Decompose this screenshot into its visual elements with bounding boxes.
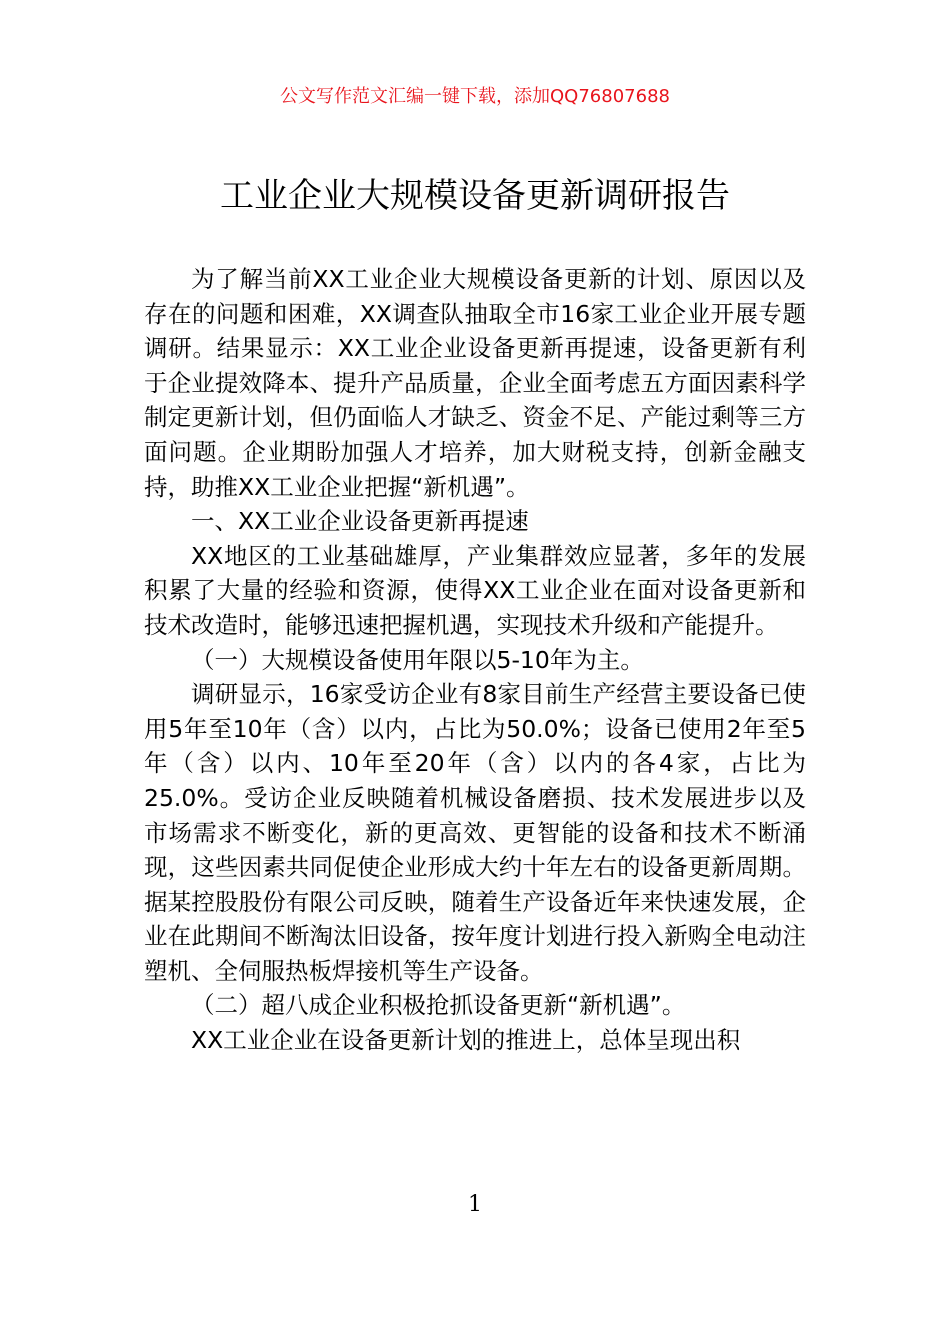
section-1-paragraph: XX地区的工业基础雄厚，产业集群效应显著，多年的发展积累了大量的经验和资源，使得XX工业企业在面对设备更新和技术改造时，能够迅速把握机遇，实现技术升级和产能提升。 xyxy=(144,541,806,639)
subsection-2-paragraph: XX工业企业在设备更新计划的推进上，总体呈现出积 xyxy=(191,1026,741,1055)
subsection-1-paragraph: 调研显示，16家受访企业有8家目前生产经营主要设备已使用5年至10年（含）以内，占比为50.0%；设备已使用2年至5年（含）以内、10年至20年（含）以内的各4家，占比为25.0%。受访企业反映随着机械设备磨损、技术发展进步以及市场需求不断变化，新的更高效、更智能的设备和技术不断涌现，这些因素共同促使企业形成大约十年左右的设备更新周期。据某控股股份有限公司反映，随着生产设备近年来快速发展，企业在此期间不断淘汰旧设备，按年度计划进行投入新购全电动注塑机、全伺服热板焊接机等生产设备。 xyxy=(144,680,806,985)
download-banner: 公文写作范文汇编一键下载，添加QQ76807688 xyxy=(280,86,670,107)
intro-paragraph: 为了解当前XX工业企业大规模设备更新的计划、原因以及存在的问题和困难，XX调查队抽取全市16家工业企业开展专题调研。结果显示：XX工业企业设备更新再提速，设备更新有利于企业提效降本、提升产品质量，企业全面考虑五方面因素科学制定更新计划，但仍面临人才缺乏、资金不足、产能过剩等三方面问题。企业期盼加强人才培养，加大财税支持，创新金融支持，助推XX工业企业把握“新机遇”。 xyxy=(144,265,806,501)
subsection-heading-1: （一）大规模设备使用年限以5-10年为主。 xyxy=(191,645,644,674)
subsection-heading-2: （二）超八成企业积极抢抓设备更新“新机遇”。 xyxy=(191,991,686,1020)
document-body xyxy=(144,262,806,1058)
page-number: 1 xyxy=(468,1192,482,1217)
section-heading-1: 一、XX工业企业设备更新再提速 xyxy=(191,507,529,536)
document-title: 工业企业大规模设备更新调研报告 xyxy=(220,176,730,216)
